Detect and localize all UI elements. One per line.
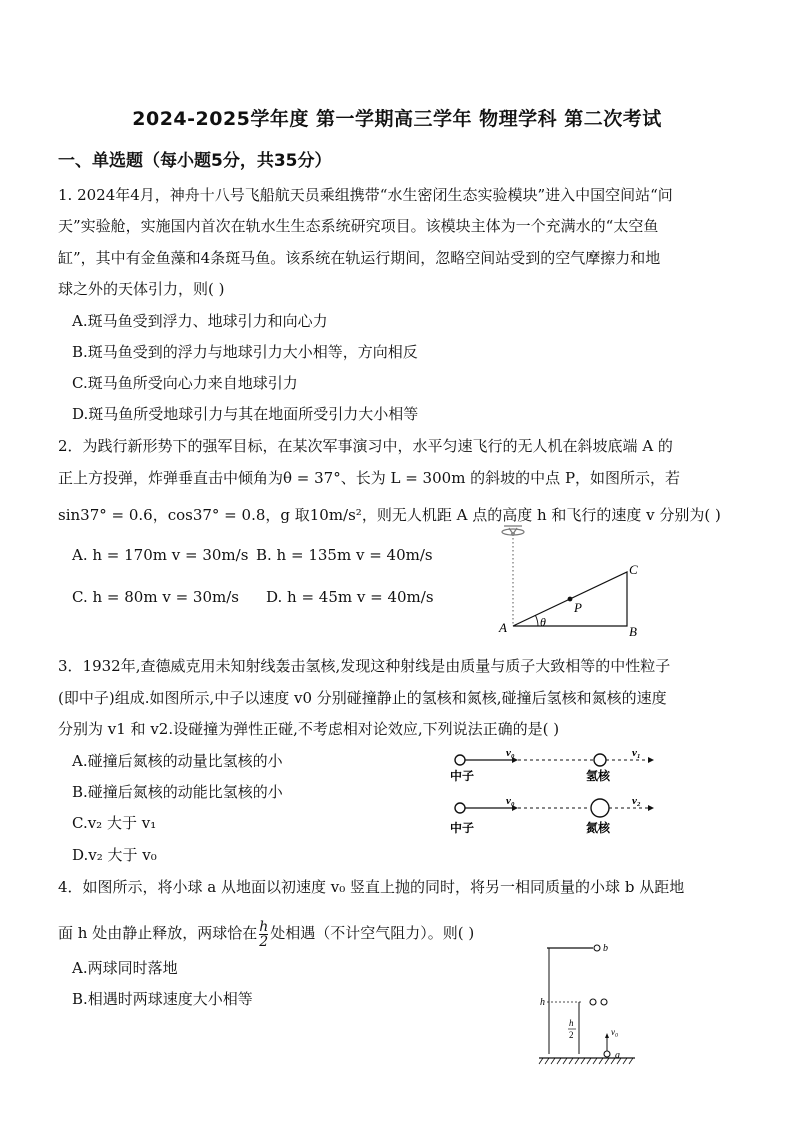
- fraction-h-over-2: $\frac{h}{2}$: [259, 918, 269, 950]
- label-v0: v₀: [611, 1027, 619, 1037]
- q1-option-a[interactable]: A.斑马鱼受到浮力、地球引力和向心力: [72, 312, 328, 330]
- q2-option-c[interactable]: C. h = 80m v = 30m/s: [72, 588, 239, 606]
- label-neutron: 中子: [450, 769, 475, 783]
- label-p: P: [574, 600, 582, 615]
- label-neutron: 中子: [450, 821, 475, 835]
- q3-option-d[interactable]: D.v₂ 大于 v₀: [72, 846, 157, 864]
- label-v0: v₀: [506, 748, 515, 759]
- q4-option-a[interactable]: A.两球同时落地: [72, 959, 178, 977]
- q1-line: 1. 2024年4月，神舟十八号飞船航天员乘组携带“水生密闭生态实验模块”进入中国空间站“问: [58, 186, 673, 204]
- q2-line: 正上方投弹，炸弹垂直击中倾角为θ = 37°、长为 L = 300m 的斜坡的中点 P，如图所示，若: [58, 469, 681, 487]
- point-p: [568, 597, 573, 602]
- section-heading: 一、单选题（每小题5分，共35分）: [58, 151, 332, 171]
- q1-line: 天”实验舱，实施国内首次在轨水生生态系统研究项目。该模块主体为一个充满水的“太空鱼: [58, 217, 659, 235]
- q1-option-d[interactable]: D.斑马鱼所受地球引力与其在地面所受引力大小相等: [72, 405, 419, 423]
- q4-line-end: 处相遇（不计空气阻力）。则( ): [270, 924, 475, 942]
- label-a: A: [499, 620, 507, 635]
- neutron-particle: [455, 755, 465, 765]
- q2-line: 2．为践行新形势下的强军目标，在某次军事演习中，水平匀速飞行的无人机在斜坡底端 A 的: [58, 437, 673, 455]
- q2-option-d[interactable]: D. h = 45m v = 40m/s: [266, 588, 434, 606]
- label-h-half-den: 2: [569, 1030, 574, 1040]
- ball-b: [594, 945, 600, 951]
- label-v2: v₂: [632, 795, 641, 807]
- label-a: a: [615, 1050, 620, 1061]
- ball-a: [604, 1051, 610, 1057]
- q4-line: 4．如图所示，将小球 a 从地面以初速度 v₀ 竖直上抛的同时，将另一相同质量的小球 b 从距地: [58, 878, 685, 896]
- label-h: h: [540, 997, 545, 1008]
- q3-option-c[interactable]: C.v₂ 大于 v₁: [72, 814, 157, 832]
- label-h-half-num: h: [569, 1018, 574, 1028]
- label-c: C: [629, 562, 638, 577]
- label-v0: v₀: [506, 795, 515, 807]
- two-ball-diagram: [535, 938, 650, 1070]
- collision-diagram: [448, 748, 658, 840]
- label-theta: θ: [540, 615, 546, 629]
- nitrogen-nucleus: [591, 799, 609, 817]
- meeting-ball: [590, 999, 596, 1005]
- q2-line: sin37° = 0.6，cos37° = 0.8，g 取10m/s²，则无人机距 A 点的高度 h 和飞行的速度 v 分别为( ): [58, 506, 721, 524]
- neutron-particle: [455, 803, 465, 813]
- slope-diagram: [490, 522, 650, 642]
- q3-line: 分别为 v1 和 v2.设碰撞为弹性正碰,不考虑相对论效应,下列说法正确的是( ): [58, 720, 560, 738]
- q4-option-b[interactable]: B.相遇时两球速度大小相等: [72, 990, 253, 1008]
- q4-line-start: 面 h 处由静止释放，两球恰在: [58, 924, 258, 942]
- q4-line: [58, 916, 474, 950]
- q2-option-a[interactable]: A. h = 170m v = 30m/s: [72, 546, 249, 564]
- q3-option-a[interactable]: A.碰撞后氮核的动量比氢核的小: [72, 752, 283, 770]
- q1-line: 球之外的天体引力，则( ): [58, 280, 225, 298]
- q1-line: 缸”，其中有金鱼藻和4条斑马鱼。该系统在轨运行期间，忽略空间站受到的空气摩擦力和地: [58, 249, 661, 267]
- drone-icon: [502, 526, 524, 536]
- page-title: 2024-2025学年度 第一学期高三学年 物理学科 第二次考试: [132, 108, 662, 130]
- label-hydrogen: 氢核: [586, 769, 611, 783]
- label-b: B: [629, 624, 637, 639]
- meeting-ball: [601, 999, 607, 1005]
- q3-option-b[interactable]: B.碰撞后氮核的动能比氢核的小: [72, 783, 283, 801]
- label-v1: v₁: [632, 748, 641, 759]
- q1-option-c[interactable]: C.斑马鱼所受向心力来自地球引力: [72, 374, 298, 392]
- q1-option-b[interactable]: B.斑马鱼受到的浮力与地球引力大小相等，方向相反: [72, 343, 418, 361]
- label-nitrogen: 氮核: [586, 821, 611, 835]
- q3-line: (即中子)组成.如图所示,中子以速度 v0 分别碰撞静止的氢核和氮核,碰撞后氢核和氮核的速度: [58, 689, 667, 707]
- hydrogen-nucleus: [594, 754, 606, 766]
- label-b: b: [603, 943, 608, 954]
- q2-option-b[interactable]: B. h = 135m v = 40m/s: [256, 546, 433, 564]
- q3-line: 3．1932年,查德威克用未知射线轰击氢核,发现这种射线是由质量与质子大致相等的中性粒子: [58, 657, 671, 675]
